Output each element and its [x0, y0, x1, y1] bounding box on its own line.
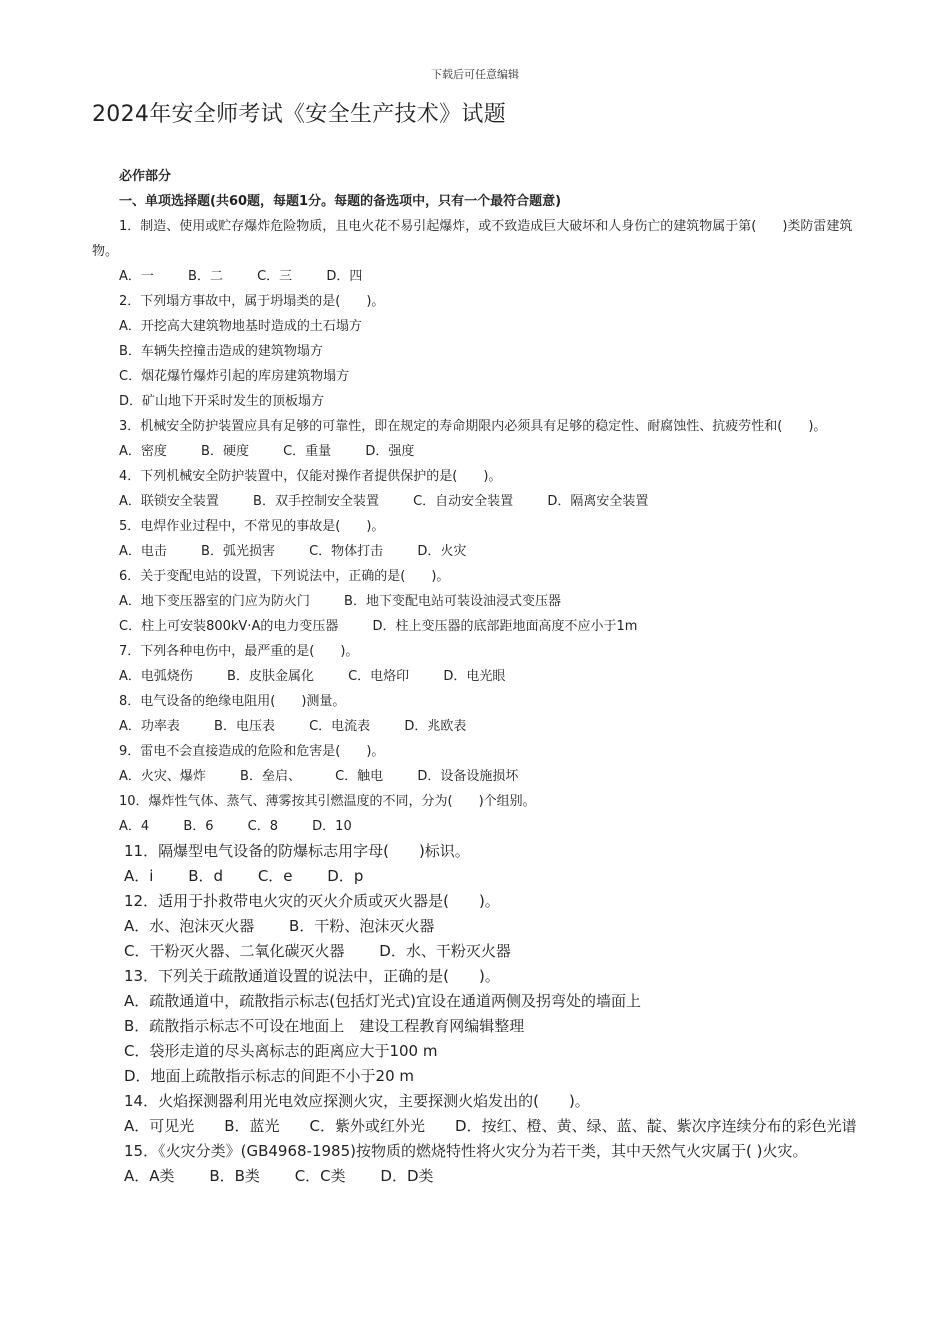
question-13-option-b: B．疏散指示标志不可设在地面上 建设工程教育网编辑整理: [124, 1017, 525, 1035]
question-10-options: [92, 814, 862, 839]
option: A．i: [124, 867, 154, 885]
option: C．三: [257, 269, 293, 284]
option: C．物体打击: [309, 544, 384, 559]
question-12-options-row-1: [92, 914, 862, 939]
option: B．弧光损害: [201, 544, 275, 559]
question-13-option-c: C．袋形走道的尽头离标志的距离应大于100 m: [124, 1042, 438, 1060]
option: B．d: [188, 867, 224, 885]
option: B．垒启、: [240, 769, 301, 784]
question-15-options: [92, 1164, 862, 1189]
question-6-options-row-2: [92, 614, 862, 639]
question-13-option-a: A．疏散通道中，疏散指示标志(包括灯光式)宜设在通道两侧及拐弯处的墙面上: [124, 992, 641, 1010]
option: D．水、干粉灭火器: [379, 942, 511, 960]
question-9-options: [92, 764, 862, 789]
option: B．电压表: [214, 719, 275, 734]
option: C．电流表: [309, 719, 371, 734]
question-14-options: A．可见光 B．蓝光 C．紫外或红外光 D．按红、橙、黄、绿、蓝、靛、紫次序连续分布的彩色光谱: [124, 1117, 857, 1135]
question-15-stem: 15．《火灾分类》(GB4968-1985)按物质的燃烧特性将火灾分为若干类，其中天然气火灾属于( )火灾。: [124, 1142, 808, 1160]
option: B．硬度: [201, 444, 249, 459]
option: B．二: [188, 269, 223, 284]
question-2-stem: 2．下列塌方事故中，属于坍塌类的是( )。: [119, 294, 385, 309]
question-6-options-row-1: [92, 589, 862, 614]
option: A．联锁安全装置: [119, 494, 219, 509]
option: C．自动安全装置: [413, 494, 514, 509]
question-2-option-a: A．开挖高大建筑物地基时造成的土石塌方: [119, 319, 362, 334]
question-7-stem: 7．下列各种电伤中，最严重的是( )。: [119, 644, 359, 659]
question-9-stem: 9．雷电不会直接造成的危险和危害是( )。: [119, 744, 385, 759]
option: B．皮肤金属化: [227, 669, 314, 684]
question-13-stem: 13．下列关于疏散通道设置的说法中，正确的是( )。: [124, 967, 500, 985]
option: A．火灾、爆炸: [119, 769, 206, 784]
question-4-options: [92, 489, 862, 514]
document-body: [92, 164, 862, 1189]
question-2-option-d: D．矿山地下开采时发生的顶板塌方: [119, 394, 325, 409]
option: D．四: [326, 269, 363, 284]
option: A．密度: [119, 444, 167, 459]
section-label: 必作部分: [119, 169, 172, 184]
option: D．设备设施损坏: [417, 769, 519, 784]
question-2-option-c: C．烟花爆竹爆炸引起的库房建筑物塌方: [119, 369, 350, 384]
option: C．重量: [283, 444, 332, 459]
option: A．一: [119, 269, 154, 284]
option: D．柱上变压器的底部距地面高度不应小于1m: [372, 619, 638, 634]
option: D．兆欧表: [404, 719, 467, 734]
question-8-options: [92, 714, 862, 739]
question-2-option-b: B．车辆失控撞击造成的建筑物塌方: [119, 344, 323, 359]
option: D．隔离安全装置: [547, 494, 649, 509]
option: A．电击: [119, 544, 167, 559]
question-5-options: [92, 539, 862, 564]
question-11-stem: 11．隔爆型电气设备的防爆标志用字母( )标识。: [124, 842, 470, 860]
option: D．强度: [365, 444, 415, 459]
question-8-stem: 8．电气设备的绝缘电阻用( )测量。: [119, 694, 346, 709]
question-10-stem: 10．爆炸性气体、蒸气、薄雾按其引燃温度的不同，分为( )个组别。: [119, 794, 536, 809]
option: B．地下变配电站可装设油浸式变压器: [344, 594, 561, 609]
option: A．A类: [124, 1167, 175, 1185]
option: C．干粉灭火器、二氧化碳灭火器: [124, 942, 345, 960]
option: D．10: [312, 819, 352, 834]
option: C．8: [247, 819, 279, 834]
question-6-stem: 6．关于变配电站的设置，下列说法中，正确的是( )。: [119, 569, 450, 584]
option: D．D类: [380, 1167, 434, 1185]
option: A．水、泡沫灭火器: [124, 917, 255, 935]
option: C．电烙印: [348, 669, 410, 684]
question-1-options: [92, 264, 862, 289]
question-4-stem: 4．下列机械安全防护装置中，仅能对操作者提供保护的是( )。: [119, 469, 502, 484]
question-3-options: [92, 439, 862, 464]
option: D．p: [327, 867, 364, 885]
question-11-options: [92, 864, 862, 889]
option: B．双手控制安全装置: [253, 494, 379, 509]
option: C．触电: [335, 769, 384, 784]
option: A．4: [119, 819, 150, 834]
option: C．C类: [294, 1167, 346, 1185]
option: D．电光眼: [443, 669, 506, 684]
question-14-stem: 14．火焰探测器利用光电效应探测火灾，主要探测火焰发出的( )。: [124, 1092, 590, 1110]
question-12-options-row-2: [92, 939, 862, 964]
question-5-stem: 5．电焊作业过程中，不常见的事故是( )。: [119, 519, 385, 534]
option: B．6: [183, 819, 214, 834]
option: A．电弧烧伤: [119, 669, 193, 684]
option: D．火灾: [417, 544, 467, 559]
question-7-options: [92, 664, 862, 689]
header-note: 下载后可任意编辑: [431, 68, 519, 81]
document-title: 2024年安全师考试《安全生产技术》试题: [92, 102, 506, 127]
question-1-stem: 1．制造、使用或贮存爆炸危险物质，且电火花不易引起爆炸，或不致造成巨大破坏和人身伤亡的建筑物属于第( )类防雷建筑物。: [92, 219, 853, 259]
option: A．地下变压器室的门应为防火门: [119, 594, 310, 609]
option: B．干粉、泡沫灭火器: [289, 917, 435, 935]
option: C．e: [257, 867, 293, 885]
option: A．功率表: [119, 719, 180, 734]
option: B．B类: [209, 1167, 260, 1185]
question-13-option-d: D．地面上疏散指示标志的间距不小于20 m: [124, 1067, 415, 1085]
question-3-stem: 3．机械安全防护装置应具有足够的可靠性，即在规定的寿命期限内必须具有足够的稳定性、耐腐蚀性、抗疲劳性和( )。: [119, 419, 827, 434]
option: C．柱上可安装800kV·A的电力变压器: [119, 619, 339, 634]
section-heading: 一、单项选择题(共60题，每题1分。每题的备选项中，只有一个最符合题意): [119, 194, 562, 209]
question-12-stem: 12．适用于扑救带电火灾的灭火介质或灭火器是( )。: [124, 892, 500, 910]
